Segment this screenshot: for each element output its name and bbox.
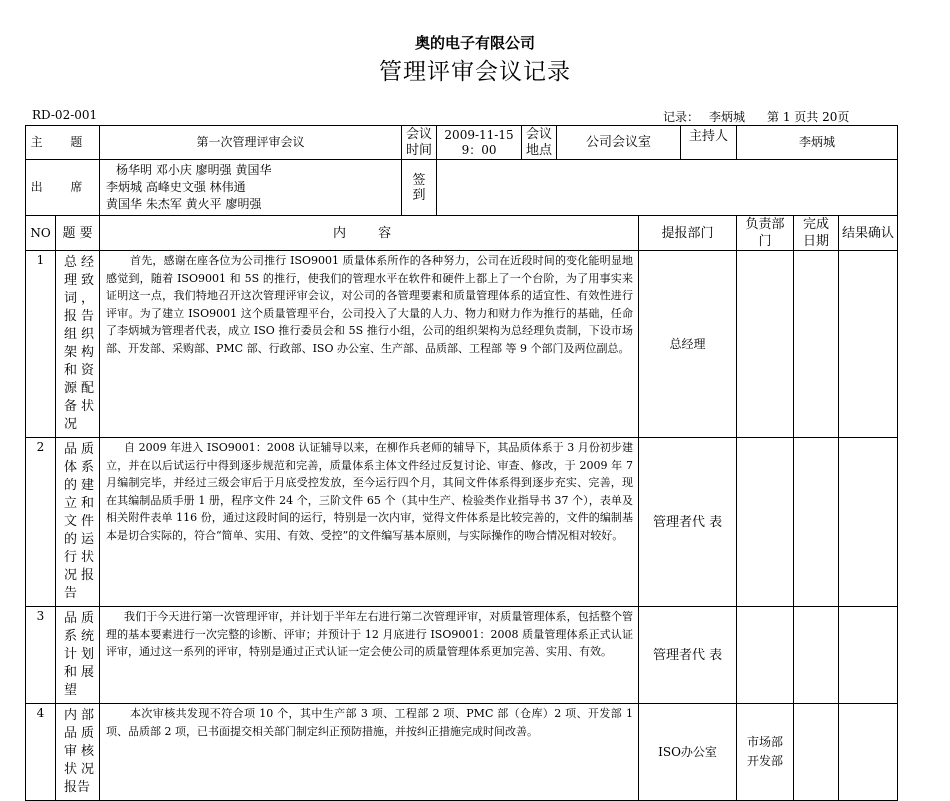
- document-title: 管理评审会议记录: [379, 59, 571, 85]
- document-number: RD-02-001: [32, 108, 98, 122]
- row-finish-date: [794, 251, 839, 438]
- row-finish-date: [794, 607, 839, 704]
- meeting-place-value: 公司会议室: [557, 126, 681, 160]
- table-row: [26, 607, 898, 704]
- row-result: [839, 438, 898, 607]
- column-header-row: [26, 216, 898, 251]
- meeting-time-value: [437, 126, 522, 160]
- col-report-dept: 提报部门: [639, 216, 737, 251]
- subject-value: 第一次管理评审会议: [100, 126, 402, 160]
- row-finish-date: [794, 704, 839, 801]
- meeting-record-table: [25, 125, 898, 801]
- row-number: 3: [26, 607, 56, 704]
- content-highlight: 品质: [425, 341, 447, 355]
- table-row: [26, 438, 898, 607]
- row-report-dept: 总经理: [639, 251, 737, 438]
- col-content: 内 容: [100, 216, 639, 251]
- attendee-list: [100, 160, 402, 216]
- row-content: 首先，感谢在座各位为公司推行 ISO9001 质量体系所作的各种努力，公司在近段时间的变化能明显地感觉到，随着 ISO9001 和 5S 的推行，使我们的管理水平在软件和硬件上都上了一个台阶，为了用事实来证明这一点，我们特地召开这次管理评审会议，对公司的各管理要素和质量管理体系的适宜性、有效性进行评审。为了建立 ISO9001 这个质量管理平台，公司投入了大量的人力、物力和财力作为推行的基础，任命了李炳城为管理者代表，成立 ISO 推行委员会和 5S 推行小组，公司的组织架构为总经理负责制，下设市场部、开发部、采购部、PMC 部、行政部、ISO 办公室、生产部、品质部、工程部 等 9 个部门及两位副总。: [100, 251, 639, 438]
- company-name: 奥的电子有限公司: [414, 34, 535, 52]
- row-resp-dept: [737, 704, 794, 801]
- attendee-line-3: 黄国华 朱杰军 黄火平 廖明强: [106, 197, 262, 211]
- row-topic: 品质体系的建立和文件的运行状况报告: [56, 438, 100, 607]
- recorder-name: 李炳城: [709, 110, 746, 124]
- meeting-date: 2009-11-15: [444, 127, 514, 142]
- meeting-time-label: 会议时间: [402, 126, 437, 160]
- content-highlight: 品质: [128, 724, 151, 738]
- subject-row: [26, 126, 898, 160]
- recorder-info: [663, 108, 849, 125]
- row-number: 4: [26, 704, 56, 801]
- attendee-highlight: 李炳城: [106, 180, 143, 194]
- sign-in-label: 签 到: [402, 160, 437, 216]
- col-topic: 题 要: [56, 216, 100, 251]
- row-number: 2: [26, 438, 56, 607]
- page-info: 第 1 页共 20: [767, 110, 838, 124]
- meeting-time: 9：00: [461, 142, 497, 157]
- row-content: 我们于今天进行第一次管理评审，并计划于半年左右进行第二次管理评审，对质量管理体系，包括整个管理的基本要素进行一次完整的诊断、评审；并预计于 12 月底进行 ISO9001：2008 质量管理体系正式认证评审，通过这一系列的评审，特别是通过正式认证一定会使公司的质量管理体系更加完善、实用、有效。: [100, 607, 639, 704]
- row-topic: 品质系统计划和展望: [56, 607, 100, 704]
- row-result: [839, 607, 898, 704]
- resp-dept-line-2: 开发部: [747, 754, 784, 768]
- row-report-dept: 管理者代 表: [639, 438, 737, 607]
- host-value: 李炳城: [737, 126, 898, 160]
- resp-dept-line-1: 市场部: [747, 735, 784, 749]
- row-topic: 总经理致词，报告组织架构和资源配备状况: [56, 251, 100, 438]
- subject-label: 主 题: [26, 126, 100, 160]
- col-no: NO: [26, 216, 56, 251]
- row-report-dept: ISO办公室: [639, 704, 737, 801]
- attendee-line-2: 李炳城 高峰史文强 林伟通: [106, 180, 246, 194]
- row-resp-dept: [737, 607, 794, 704]
- row-report-dept: 管理者代 表: [639, 607, 737, 704]
- table-row: [26, 251, 898, 438]
- sign-in-area: [437, 160, 898, 216]
- row-number: 1: [26, 251, 56, 438]
- attendance-label: 出 席: [26, 160, 100, 216]
- row-content: 本次审核共发现不符合项 10 个，其中生产部 3 项、工程部 2 项、PMC 部（仓库）2 项、开发部 1 项、品质部 2 项，已书面提交相关部门制定纠正预防措施，并按纠正措施完成时间改善。: [100, 704, 639, 801]
- content-highlight: 李炳城: [117, 324, 151, 338]
- table-row: [26, 704, 898, 801]
- row-resp-dept: [737, 251, 794, 438]
- recorder-label: 记录：: [663, 110, 700, 124]
- host-label: 主持人: [681, 126, 737, 160]
- meeting-place-label: 会议地点: [522, 126, 557, 160]
- page-unit: 页: [837, 110, 850, 124]
- attendance-row: [26, 160, 898, 216]
- col-finish-date: 完成日期: [794, 216, 839, 251]
- row-resp-dept: [737, 438, 794, 607]
- row-result: [839, 704, 898, 801]
- row-finish-date: [794, 438, 839, 607]
- row-content: 自 2009 年进入 ISO9001：2008 认证辅导以来，在柳作兵老师的辅导下，其品质体系于 3 月份初步建立，并在以后试运行中得到逐步规范和完善，质量体系主体文件经过反复讨论、审查、修改，于 2009 年 7 月编制完毕，并经过三级会审后于月底受控发放，至今运行四个月，其间文件体系得到逐步充实、完善，现在其编制品质手册 1 册，程序文件 24 个，三阶文件 65 个（其中生产、检验类作业指导书 37 个），表单及相关附件表单 116 份，通过这段时间的运行，特别是一次内审，觉得文件体系是比较完善的，文件的编制基本是切合实际的，符合“简单、实用、有效、受控”的文件编写基本原则，与实际操作的吻合情况相对较好。: [100, 438, 639, 607]
- col-result: 结果确认: [839, 216, 898, 251]
- row-topic: 内部品质审核状况报告: [56, 704, 100, 801]
- attendee-line-1: 杨华明 邓小庆 廖明强 黄国华: [116, 163, 272, 177]
- col-resp-dept: 负责部门: [737, 216, 794, 251]
- row-result: [839, 251, 898, 438]
